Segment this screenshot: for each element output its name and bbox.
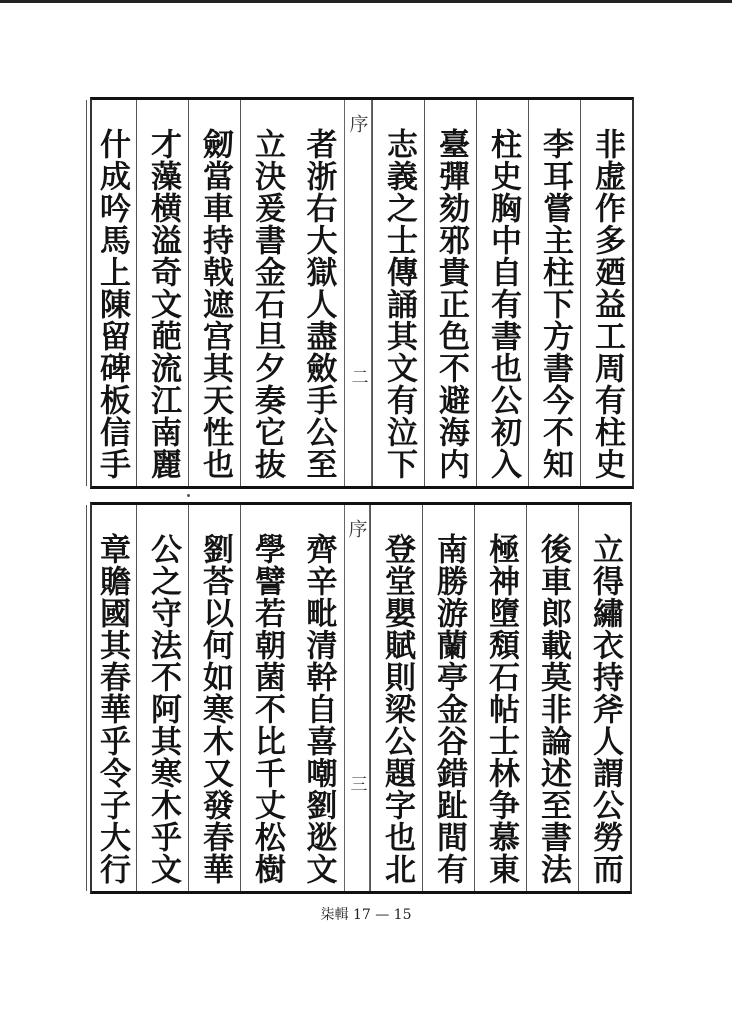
column-text: 什成吟馬上陳留碑板信手 [94, 128, 130, 480]
text-column [86, 505, 136, 891]
column-text: 才藻横溢奇文葩流江南麗 [145, 128, 181, 480]
column-text: 劉荅以何如寒木又發春華 [197, 533, 233, 885]
column-text: 章贍國其春華乎令子大行 [94, 533, 130, 885]
column-text: 學譬若朝菌不比千丈松樹 [249, 533, 285, 885]
upper-page-block [90, 97, 634, 489]
fold-page-number: 三 [346, 775, 367, 792]
column-text: 南勝游蘭亭金谷錯趾間有 [431, 533, 467, 885]
text-column [474, 505, 526, 891]
column-text: 登堂嬰賦則梁公題字也北 [379, 533, 415, 885]
text-column [188, 100, 240, 486]
text-column [292, 100, 344, 486]
text-column [292, 505, 344, 891]
scan-top-rule [0, 0, 732, 3]
column-text: 非虚作多廼益工周有柱史 [589, 128, 625, 480]
column-text: 臺彈劾邪貴正色不避海内 [433, 128, 469, 480]
column-text: 志義之士傳誦其文有泣下 [381, 128, 417, 480]
column-text: 者浙右大獄人盡斂手公至 [300, 128, 337, 480]
text-column [136, 100, 188, 486]
text-column [86, 100, 136, 486]
scan-speck [187, 494, 190, 497]
text-column [372, 100, 424, 486]
column-text: 後車郎載莫非論述至書法 [535, 533, 571, 885]
fold-column [344, 100, 372, 486]
text-column [240, 505, 292, 891]
text-column [370, 505, 422, 891]
column-text: 劒當車持戟遮宫其天性也 [197, 128, 233, 480]
text-column [424, 100, 476, 486]
text-column [578, 505, 630, 891]
column-text: 公之守法不阿其寒木乎文 [145, 533, 181, 885]
fold-title: 序 [345, 519, 368, 538]
page-footer: 柒輯 17 — 15 [320, 907, 412, 923]
column-text: 李耳嘗主柱下方書今不知 [537, 128, 573, 480]
column-text: 立得繡衣持斧人謂公勞而 [587, 533, 623, 885]
fold-page-number: 二 [347, 368, 368, 385]
column-text: 柱史胸中自有書也公初入 [485, 128, 521, 480]
column-text: 齊辛毗清幹自喜嘲劉逖文 [300, 533, 337, 885]
text-column [136, 505, 188, 891]
text-column [240, 100, 292, 486]
column-text: 立決爰書金石旦夕奏它抜 [249, 128, 285, 480]
text-column [580, 100, 632, 486]
text-column [188, 505, 240, 891]
text-column [422, 505, 474, 891]
text-column [526, 505, 578, 891]
text-column [528, 100, 580, 486]
text-column [476, 100, 528, 486]
column-text: 極神墮頽石帖士林争慕東 [483, 533, 519, 885]
lower-page-block [90, 502, 632, 894]
fold-column [344, 505, 370, 891]
fold-title: 序 [346, 114, 369, 133]
